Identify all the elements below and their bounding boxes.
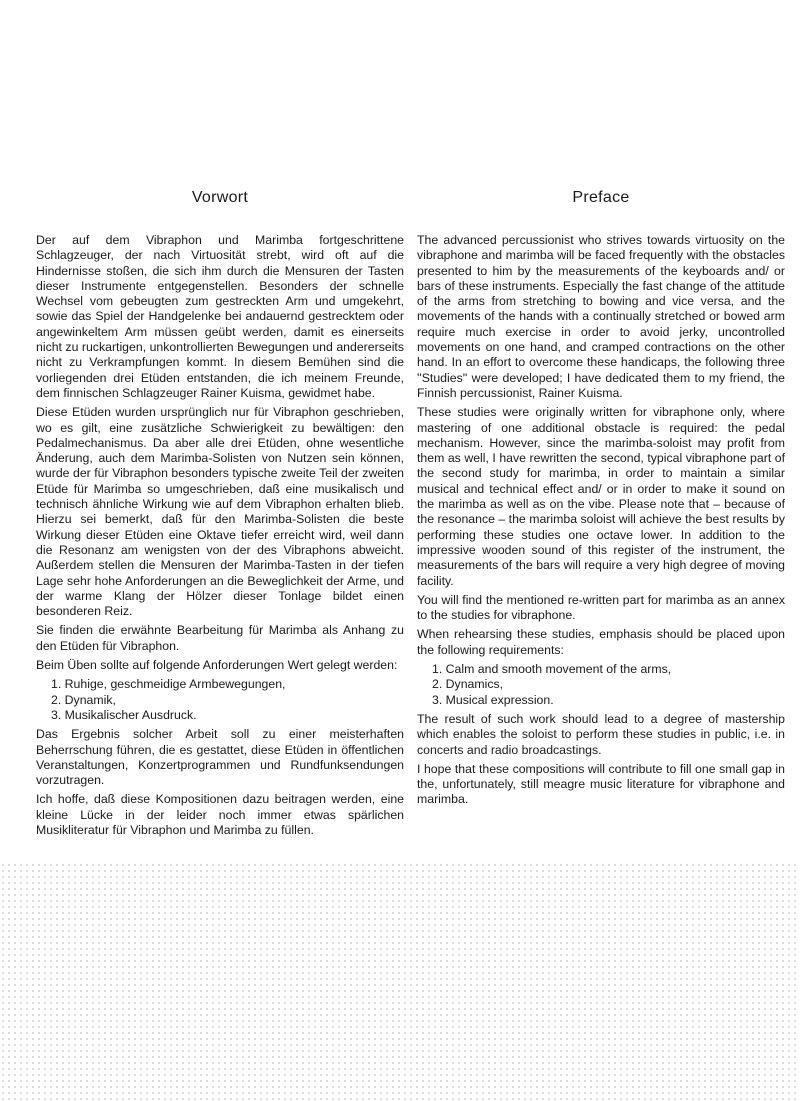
preface-paragraph-3: You will find the mentioned re-written part for marimba as an annex to the studies for vibraphone. — [417, 592, 785, 623]
list-item: 3. Musikalischer Ausdruck. — [51, 707, 197, 722]
preface-paragraph-4: When rehearsing these studies, emphasis should be placed upon the following requirements: — [417, 627, 785, 657]
vorwort-title: Vorwort — [191, 189, 249, 206]
list-item: 1. Ruhige, geschmeidige Armbewegungen, — [51, 677, 286, 692]
preface-column — [417, 188, 785, 812]
preface-paragraph-5: The result of such work should lead to a degree of mastership which enables the soloist to perform these studies in public, i.e. in concerts and radio broadcastings. — [417, 711, 785, 757]
vorwort-paragraph-4: Beim Üben sollte auf folgende Anforderungen Wert gelegt werden: — [36, 658, 398, 673]
preface-paragraph-1: The advanced percussionist who strives towards virtuosity on the vibraphone and marimba will be faced frequently with the obstacles presented to him by the measurements of the keyboards and/ or bars of these instruments. Especially the fast change of the attitude of the arms from stretching to bowing and vice versa, and the movements of the hands with a continually stretched or bowed arm require much exercise in order to avoid jerky, uncontrolled movements on one hand, and cramped contractions on the other hand. In an effort to overcome these handicaps, the following three ''Studies'' were developed; I have dedicated them to my friend, the Finnish percussionist, Rainer Kuisma. — [417, 233, 785, 400]
list-item: 3. Musical expression. — [432, 692, 554, 707]
vorwort-paragraph-3: Sie finden die erwähnte Bearbeitung für Marimba als Anhang zu den Etüden für Vibraphon. — [36, 623, 404, 653]
vorwort-paragraph-2: Diese Etüden wurden ursprünglich nur für Vibraphon geschrieben, wo es gilt, eine zusätzliche Schwierigkeit zu bewältigen: den Pedalmechanismus. Da aber alle drei Etüden, ohne wesentliche Änderung, auch dem Marimba-Solisten von Nutzen sein können, wurde der für Vibraphon besonders typische zweite Teil der zweiten Etüde für Marimba so umgeschrieben, daß eine musikalisch und technisch ähnliche Wirkung wie auf dem Vibraphon erhalten blieb. Hierzu sei bemerkt, daß für den Marimba-Solisten die beste Wirkung dieser Etüden eine Oktave tiefer erreicht wird, weil dann die Resonanz am wenigsten von der des Vibraphons abweicht. Außerdem stellen die Mensuren der Marimba-Tasten in der tiefen Lage sehr hohe Anforderungen an die Beweglichkeit der Arme, und der warme Klang der Hölzer dieser Tonlage bildet einen besonderen Reiz. — [36, 405, 404, 619]
list-item: 2. Dynamics, — [432, 677, 504, 692]
vorwort-paragraph-1: Der auf dem Vibraphon und Marimba fortgeschrittene Schlagzeuger, der nach Virtuosität strebt, wird oft auf die Hindernisse stoßen, die sich ihm durch die Mensuren der Tasten dieser Instrumente entgegenstellen. Besonders der schnelle Wechsel vom gebeugten zum gestreckten Arm und umgekehrt, sowie das Spiel der Handgelenke bei andauernd gestrecktem oder angewinkeltem Arm müssen geübt werden, damit es einerseits nicht zu ruckartigen, unkontrollierten Bewegungen und andererseits nicht zu Verkrampfungen kommt. In diesem Bemühen sind die vorliegenden drei Etüden entstanden, die ich meinem Freunde, dem finnischen Schlagzeuger Rainer Kuisma, gewidmet habe. — [36, 233, 404, 400]
vorwort-paragraph-5: Das Ergebnis solcher Arbeit soll zu einer meisterhaften Beherrschung führen, die es gestattet, diese Etüden in öffentlichen Veranstaltungen, Konzertprogrammen und Rundfunksendungen vorzutragen. — [36, 727, 404, 788]
preface-paragraph-2: These studies were originally written for vibraphone only, where mastering of one additional obstacle is required: the pedal mechanism. However, since the marimba-soloist may profit from them as well, I have rewritten the second, typical vibraphone part of the second study for marimba, in order to maintain a similar musical and technical effect and/ or in order to make it sound on the marimba as well as on the vibe. Please note that – because of the resonance – the marimba soloist will achieve the best results by performing these studies one octave lower. In addition to the impressive wooden sound of this register of the instrument, the measurements of the bars will require a very high degree of moving facility. — [417, 405, 785, 588]
dot-screen-pattern — [0, 862, 800, 1101]
preface-requirements-list — [417, 662, 785, 708]
list-item: 2. Dynamik, — [51, 692, 116, 707]
vorwort-paragraph-6: Ich hoffe, daß diese Kompositionen dazu beitragen werden, eine kleine Lücke in der leider noch immer etwas spärlichen Musikliteratur für Vibraphon und Marimba zu füllen. — [36, 792, 404, 837]
vorwort-column — [36, 188, 404, 842]
list-item: 1. Calm and smooth movement of the arms, — [432, 662, 672, 677]
vorwort-requirements-list — [36, 677, 404, 723]
preface-title: Preface — [572, 189, 630, 206]
preface-paragraph-6: I hope that these compositions will contribute to fill one small gap in the, unfortunately, still meagre music literature for vibraphone and marimba. — [417, 761, 785, 807]
